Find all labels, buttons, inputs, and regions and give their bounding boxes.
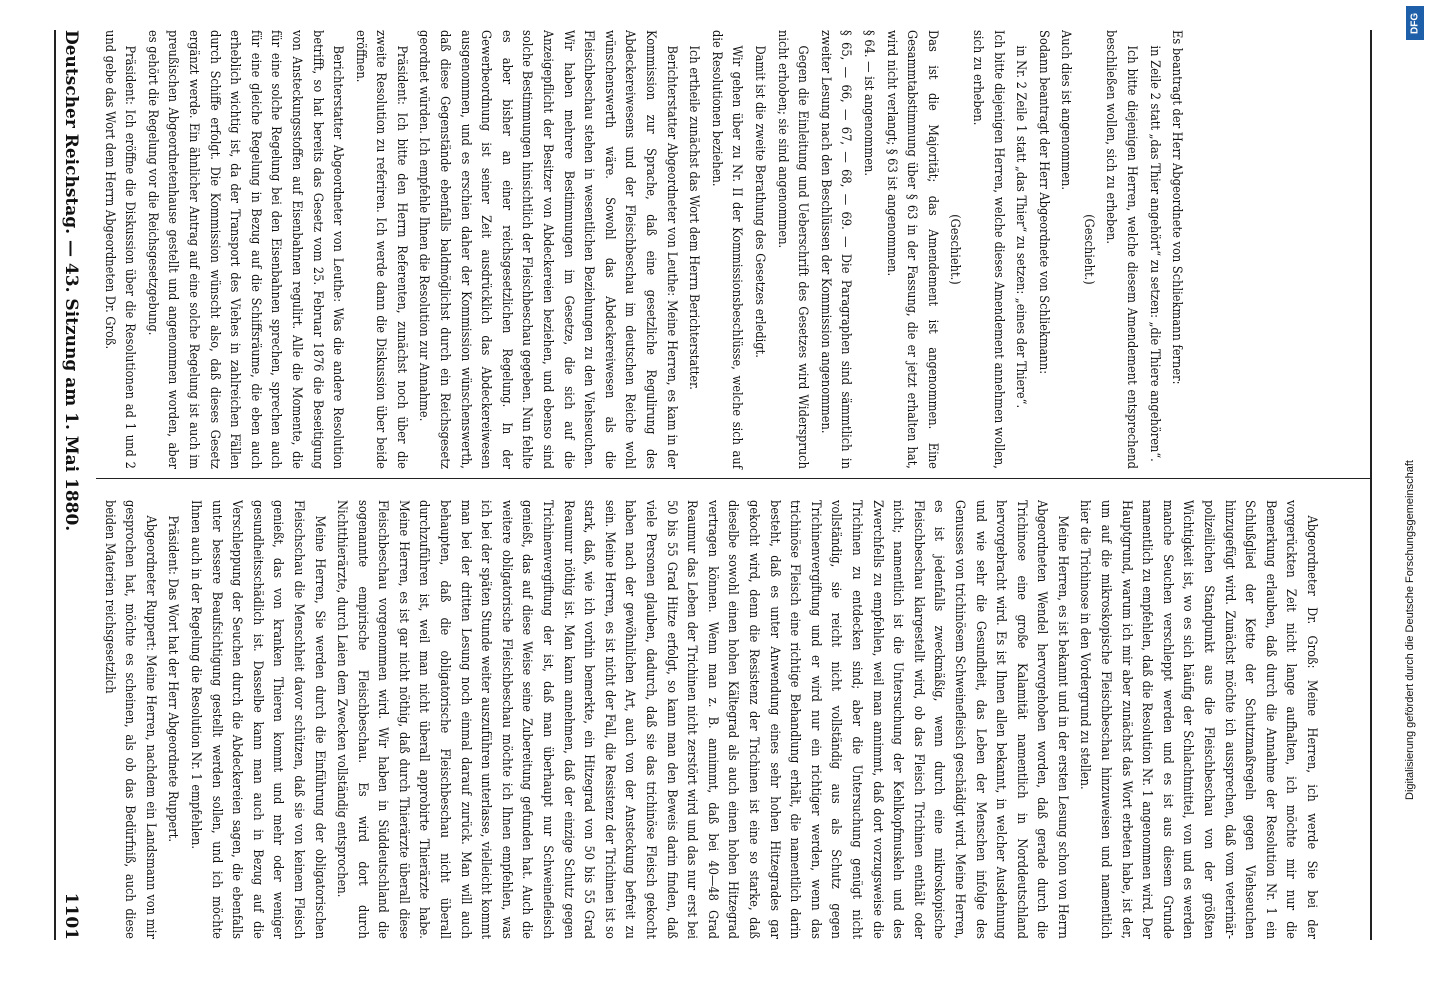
paragraph: Berichterstatter Abgeordneter von Leuthe: Was die andere Resolution betrifft, so hat bereits das Gesetz vom 25. Februar 1876 die Beseitigung von Ansteckungsstoffen auf Eisenbahnen regulirt. Alle die Momente, die für eine solche Regelung bei den Eisenbahnen sprechen, sprechen auch für eine gleiche Regelung in Bezug auf die Schiffsräume, die eben auch erheblich wichtig ist, da der Transport des Viehes in zahlreichen Fällen durch Schiffe erfolgt. Die Kommission wünscht also, daß dieses Gesetz ergänzt werde. Ein ähnlicher Antrag auf eine solche Regelung ist auch im preußischen Abgeordnetenhause gestellt und angenommen worden, aber es gehört die Regelung vor die Reichsgesetzgebung.: [144, 30, 346, 469]
right-column: [96, 500, 1372, 940]
paragraph: (Geschieht.): [947, 214, 963, 285]
paragraph: in Nr. 2 Zeile 1 statt „das Thier“ zu setzen: „eines der Thiere“.: [1013, 45, 1029, 409]
page-number: 1101: [61, 892, 81, 940]
paragraph: Meine Herren, Sie werden durch die Einführung der obligatorischen Fleischschau die Menschheit davor schützen, daß sie von keinem Fleisch genießt, das von kranken Thieren kommt und mehr oder weniger gesundheitsschädlich ist. Dasselbe kann man auch in Bezug auf die Verschleppung der Seuchen durch die Abdeckereien sagen, die ebenfalls unter bessere Beaufsichtigung gestellt werden sollen, und ich möchte Ihnen auch in der Regelung die Resolution Nr. 1 empfehlen.: [187, 500, 327, 939]
paragraph: Präsident: Ich bitte den Herrn Referenten, zunächst noch über die zweite Resolution zu referiren. Ich werde dann die Diskussion über beide eröffnen.: [352, 30, 409, 469]
paragraph: Es beantragt der Herr Abgeordnete von Schliekmann ferner:: [1169, 30, 1185, 385]
paragraph: Präsident: Ich eröffne die Diskussion über die Resolutionen ad 1 und 2 und gebe das Wort dem Herrn Abgeordneten Dr. Groß.: [101, 30, 138, 469]
paragraph: in Zeile 2 statt „das Thier angehört“ zu setzen: „die Thiere angehören“.: [1146, 45, 1162, 462]
paragraph: § 65, — 66, — 67, — 68, — 69. — Die Paragraphen sind sämmtlich in zweiter Lesung nach den Beschlüssen der Kommission angenommen.: [817, 30, 854, 469]
paragraph: Ich ertheile zunächst das Wort dem Herrn Berichterstatter.: [686, 45, 702, 390]
paragraph: Gegen die Einleitung und Ueberschrift des Gesetzes wird Widerspruch nicht erhoben; sie sind angenommen.: [774, 30, 811, 469]
paragraph: Wir gehen über zu Nr. II der Kommissionsbeschlüsse, welche sich auf die Resolutionen beziehen.: [708, 30, 745, 469]
paragraph: Meine Herren, es ist bekannt und in der ersten Lesung schon von Herrn Abgeordneten Wendel hervorgehoben worden, daß gerade durch die Trichinose eine große Kalamität namentlich in Norddeutschland hervorgebracht wird. Es ist Ihnen allen bekannt, in welcher Ausdehnung und wie sehr die Gesundheit, das Leben der Menschen infolge des Genusses von trichinösem Schweinefleisch geschädigt wird. Meine Herren, es ist jedenfalls zweckmäßig, wenn durch eine mikroskopische Fleischbeschau klargestellt wird, ob das Fleisch Trichinen enthält oder nicht; namentlich ist die Untersuchung der Kehlkopfmuskeln und des Zwerchfells zu empfehlen, weil man annimmt, daß dort vorzugsweise die Trichinen zu entdecken sind; aber die Untersuchung genügt nicht vollständig, sie reicht nicht vollständig aus als Schutz gegen Trichinenvergiftung und er wird nur ein richtiger werden, wenn das trichinöse Fleisch eine richtige Behandlung erhält, die namentlich darin besteht, daß es unter Anwendung eines sehr hohen Hitzegrades gar gekocht wird, denn die Resistenz der Trichinen ist eine so starke, daß dieselbe sowohl einen hohen Kältegrad als auch einen hohen Hitzegrad vertragen können. Wenn man z. B. annimmt, daß bei 40—48 Grad Reaumur das Leben der Trichinen nicht zerstört wird und das nur erst bei 50 bis 55 Grad Hitze erfolgt, so kann man den Beweis darin finden, daß viele Personen glauben, dadurch, daß sie das trichinöse Fleisch gekocht haben nach der gewöhnlichen Art, auch von der Ansteckung befreit zu sein. Meine Herren, es ist nicht der Fall, die Resistenz der Trichinen ist so stark, daß, wie ich vorhin bemerkte, ein Hitzegrad von 50 bis 55 Grad Reaumur nöthig ist. Man kann annehmen, daß der einzige Schutz gegen Trichinenvergiftung der ist, daß man überhaupt nur Schweinefleisch genießt, das auf diese Weise seine Zubereitung gefunden hat. Auch die weitere obligatorische Fleischbeschau möchte ich Ihnen empfehlen, was ich bei der späten Stunde weiter auszuführen unterlasse, vielleicht kommt man bei der dritten Lesung noch einmal darauf zurück. Man will auch behaupten, daß die obligatorische Fleischbeschau nicht überall durchzuführen ist, weil man nicht überall approbirte Thierärzte habe. Meine Herren, es ist gar nicht nöthig, daß durch Thierärzte überall diese Fleischbeschau vorgenommen wird. Wir haben in Süddeutschland die sogenannte empirische Fleischbeschau. Es wird dort durch Nichtthierärzte, durch Laien dem Zwecken vollständig entsprochen.: [334, 500, 1070, 939]
paragraph: Damit ist die zweite Berathung des Gesetzes erledigt.: [752, 45, 767, 358]
header-title: Deutscher Reichstag. — 43. Sitzung am 1. Mai 1880.: [61, 30, 81, 532]
paragraph: (Geschieht.): [1080, 214, 1096, 285]
paragraph: Auch dies ist angenommen.: [1058, 30, 1074, 191]
paragraph: Das ist die Majorität; das Amendement ist angenommen. Eine Gesammtabstimmung über § 63 in der Fassung, die er jetzt erhalten hat, wird nicht verlangt; § 63 ist angenommen.: [883, 30, 940, 469]
paragraph: Sodann beantragt der Herr Abgeordnete von Schliekmann:: [1035, 30, 1051, 375]
funding-note: Digitalisierung gefördert durch die Deutsche Forschungsgemeinschaft: [1404, 460, 1416, 800]
dfg-logo: DFG: [1406, 6, 1424, 40]
paragraph: § 64. — ist angenommen.: [860, 30, 876, 176]
paragraph: Ich bitte diejenigen Herren, welche diesem Amendement entsprechend beschließen wollen, sich zu erheben.: [1103, 30, 1140, 469]
paragraph: Ich bitte diejenigen Herren, welche dieses Amendement annehmen wollen, sich zu erheben.: [969, 30, 1006, 469]
paragraph: Berichterstatter Abgeordneter von Leuthe: Meine Herren, es kam in der Kommission zur Sprache, daß eine gesetzliche Regulirung des Abdeckereiwesens und der Fleischbeschau im deutschen Reiche wohl wünschenswerth wäre. Sowohl das Abdeckereiwesen als die Fleischbeschau stehen in wesentlichen Beziehungen zu den Viehseuchen. Wir haben mehrere Bestimmungen im Gesetze, die sich auf die Anzeigepflicht der Besitzer von Abdeckereien beziehen, und ebenso sind solche Bestimmungen hinsichtlich der Fleischbeschau gegeben. Nun fehlte es aber bisher an einer reichsgesetzlichen Regelung. In der Gewerbeordnung ist seiner Zeit ausdrücklich das Abdeckereiwesen ausgenommen, und es erschien daher der Kommission wünschenswerth, daß diese Gegenstände ebenfalls baldmöglichst durch ein Reichsgesetz geordnet würden. Ich empfehle Ihnen die Resolution zur Annahme.: [416, 30, 679, 469]
column-divider: [96, 478, 1372, 479]
paragraph: Präsident: Das Wort hat der Herr Abgeordnete Ruppert.: [165, 515, 181, 843]
paragraph: Abgeordneter Ruppert: Meine Herren, nachdem ein Landsmann von mir gesprochen hat, möchte es scheinen, als ob das Bedürfniß, auch diese beiden Materien reichsgesetzlich: [101, 500, 158, 939]
paragraph: Abgeordneter Dr. Groß: Meine Herren, ich werde Sie bei der vorgerückten Zeit nicht lange aufhalten, ich möchte mir nur die Bemerkung erlauben, daß durch die Annahme der Resolution Nr. 1 ein Schlußglied der Kette der Schutzmaßregeln gegen Viehseuchen hinzugefügt wird. Zunächst möchte ich aussprechen, daß vom veterinär-polizeilichen Standpunkt aus die Fleischbeschau von der größten Wichtigkeit ist, wo es sich häufig der Schlachtmittel, von und es werden manche Seuchen verschleppt werden und es ist aus diesem Grunde namentlich zu empfehlen, daß die Resolution Nr. 1 angenommen wird. Der Hauptgrund, warum ich mir aber zunächst das Wort erbeten habe, ist der, um auf die mikroskopische Fleischbeschau hinzuweisen und namentlich hier die Trichinose in den Vordergrund zu stellen.: [1077, 500, 1320, 939]
left-column: [96, 30, 1372, 470]
page-header: [54, 30, 86, 940]
